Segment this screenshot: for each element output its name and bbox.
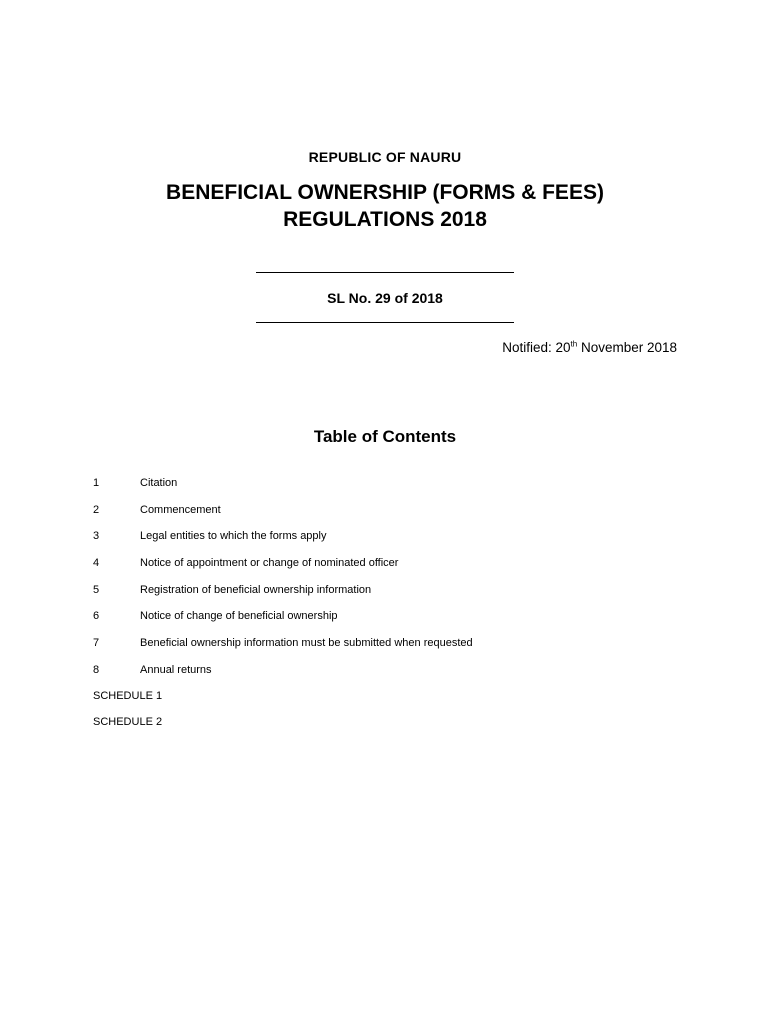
top-divider <box>256 272 514 273</box>
toc-item[interactable] <box>93 636 693 663</box>
toc-item[interactable] <box>93 583 693 610</box>
toc-item-number: 2 <box>93 503 100 516</box>
toc-heading: Table of Contents <box>313 427 457 446</box>
toc-item-number: 4 <box>93 557 100 570</box>
toc-item[interactable] <box>93 503 693 530</box>
notified-date <box>502 340 677 355</box>
regulation-title-line-1: BENEFICIAL OWNERSHIP (FORMS & FEES) <box>166 181 604 204</box>
toc-item-number: 7 <box>93 637 100 650</box>
toc-item[interactable] <box>93 609 693 636</box>
toc-item[interactable] <box>93 529 693 556</box>
toc-item-title: Legal entities to which the forms apply <box>140 530 327 543</box>
toc-item-number: 3 <box>93 530 100 543</box>
toc-item-title: Citation <box>140 477 178 489</box>
toc-schedule-1[interactable]: SCHEDULE 1 <box>93 690 163 702</box>
toc-item[interactable] <box>93 663 693 690</box>
toc-schedule-2[interactable]: SCHEDULE 2 <box>93 716 163 728</box>
notified-ordinal: th <box>570 339 578 349</box>
regulation-title <box>0 179 770 233</box>
notified-prefix: Notified: 20 <box>502 340 571 355</box>
toc-item-title: Notice of appointment or change of nominated officer <box>140 557 399 570</box>
toc-item[interactable] <box>93 556 693 583</box>
toc-item-title: Annual returns <box>140 663 212 676</box>
toc-item-number: 1 <box>93 477 100 489</box>
toc-item-title: Registration of beneficial ownership information <box>140 583 372 596</box>
toc-item[interactable] <box>93 476 693 503</box>
toc-item-number: 5 <box>93 583 100 596</box>
sl-number: SL No. 29 of 2018 <box>327 290 443 306</box>
notified-suffix: November 2018 <box>577 340 677 355</box>
toc-item-number: 6 <box>93 610 100 623</box>
regulation-title-line-2: REGULATIONS 2018 <box>283 208 487 231</box>
toc-item-number: 8 <box>93 663 100 676</box>
bottom-divider <box>256 322 514 323</box>
toc-list <box>93 476 693 690</box>
toc-item-title: Commencement <box>140 503 221 516</box>
toc-item-title: Notice of change of beneficial ownership <box>140 610 338 623</box>
jurisdiction-heading: REPUBLIC OF NAURU <box>308 149 462 165</box>
toc-item-title: Beneficial ownership information must be submitted when requested <box>140 637 473 650</box>
